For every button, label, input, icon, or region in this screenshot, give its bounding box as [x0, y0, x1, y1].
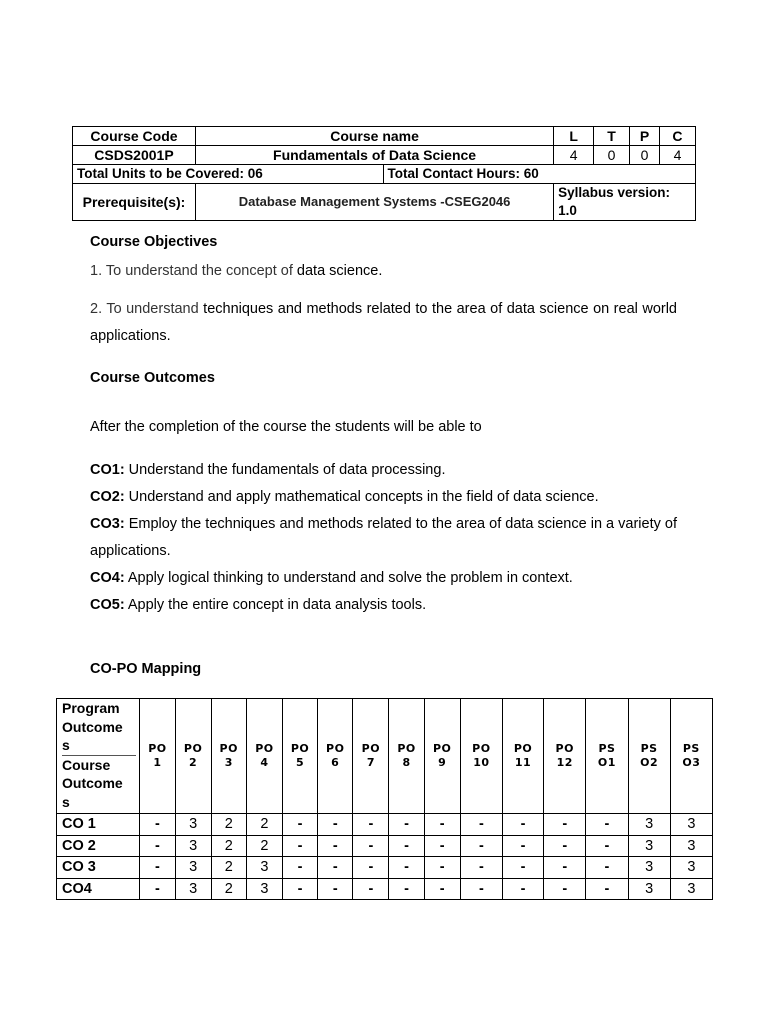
practical-value: 0 — [630, 146, 660, 165]
prerequisite-value: Database Management Systems -CSEG2046 — [195, 184, 553, 221]
mapping-cell: 2 — [211, 878, 246, 900]
course-value-row — [73, 146, 696, 165]
objectives-heading: Course Objectives — [90, 234, 218, 250]
mapping-cell: 2 — [211, 857, 246, 879]
mapping-cell: - — [424, 835, 460, 857]
mapping-row-label: CO 2 — [57, 835, 140, 857]
outcome-label: CO2: — [90, 489, 125, 505]
po-column-header — [246, 699, 282, 814]
po-column-number: 5 — [296, 756, 305, 769]
course-prereq-row — [73, 184, 696, 221]
po-column-number: 12 — [556, 756, 573, 769]
corner-top-suffix: s — [62, 736, 136, 756]
po-column-number: O1 — [597, 756, 616, 769]
course-units-row — [73, 165, 696, 184]
po-column-prefix: PO — [219, 742, 238, 755]
po-column-number: 3 — [224, 756, 233, 769]
corner-top-label: Program Outcome — [62, 700, 123, 735]
po-column-number: 2 — [189, 756, 198, 769]
po-column-number: 1 — [153, 756, 162, 769]
course-info-table — [72, 126, 696, 221]
mapping-cell: - — [460, 857, 502, 879]
course-name-header: Course name — [195, 127, 553, 146]
mapping-cell: 3 — [246, 857, 282, 879]
mapping-cell: - — [140, 878, 175, 900]
total-contact-hours: Total Contact Hours: 60 — [383, 165, 695, 184]
mapping-cell: - — [586, 857, 628, 879]
mapping-corner-cell — [57, 699, 140, 814]
mapping-row — [57, 857, 713, 879]
outcome-text: Understand the fundamentals of data processing. — [124, 462, 446, 478]
course-code-header: Course Code — [73, 127, 196, 146]
mapping-cell: 3 — [175, 835, 211, 857]
tutorial-header: T — [594, 127, 630, 146]
po-column-number: 4 — [260, 756, 269, 769]
po-column-prefix: PO — [255, 742, 274, 755]
po-column-header — [460, 699, 502, 814]
po-column-number: 11 — [514, 756, 532, 769]
mapping-cell: - — [353, 857, 389, 879]
po-column-prefix: PS — [598, 742, 616, 755]
mapping-cell: 3 — [628, 878, 670, 900]
co-po-mapping-table — [56, 698, 713, 900]
mapping-cell: - — [318, 878, 353, 900]
objective-1-prefix: 1. To understand the concept of — [90, 263, 297, 279]
course-header-row — [73, 127, 696, 146]
mapping-cell: 3 — [628, 814, 670, 836]
objective-2 — [90, 296, 677, 350]
outcome-label: CO1: — [90, 462, 125, 478]
mapping-cell: - — [283, 814, 318, 836]
po-column-prefix: PS — [640, 742, 658, 755]
mapping-row — [57, 878, 713, 900]
credits-value: 4 — [659, 146, 695, 165]
mapping-cell: - — [353, 835, 389, 857]
mapping-heading: CO-PO Mapping — [90, 661, 202, 677]
objective-1-rest: data science. — [296, 263, 383, 279]
mapping-cell: 2 — [211, 814, 246, 836]
lecture-header: L — [554, 127, 594, 146]
po-column-number: O2 — [640, 756, 659, 769]
corner-bottom-label: Course Outcome — [62, 756, 123, 791]
mapping-row — [57, 814, 713, 836]
mapping-cell: 2 — [246, 835, 282, 857]
mapping-cell: - — [318, 857, 353, 879]
po-column-prefix: PO — [397, 742, 416, 755]
mapping-cell: 2 — [211, 835, 246, 857]
mapping-cell: - — [283, 835, 318, 857]
po-column-header — [502, 699, 543, 814]
tutorial-value: 0 — [594, 146, 630, 165]
po-column-prefix: PO — [472, 742, 491, 755]
mapping-cell: 3 — [670, 857, 712, 879]
po-column-header — [211, 699, 246, 814]
mapping-cell: - — [424, 814, 460, 836]
outcome-item — [90, 457, 677, 484]
po-column-number: 8 — [402, 756, 411, 769]
total-units: Total Units to be Covered: 06 — [73, 165, 384, 184]
outcome-label: CO4: — [90, 570, 125, 586]
po-column-number: 7 — [366, 756, 375, 769]
outcomes-heading: Course Outcomes — [90, 370, 215, 386]
mapping-row-label: CO4 — [57, 878, 140, 900]
mapping-cell: - — [586, 814, 628, 836]
outcomes-intro: After the completion of the course the students will be able to — [90, 419, 482, 435]
mapping-cell: - — [586, 835, 628, 857]
syllabus-version: Syllabus version: 1.0 — [554, 184, 696, 221]
mapping-cell: - — [283, 878, 318, 900]
po-column-header — [140, 699, 175, 814]
mapping-cell: 3 — [628, 857, 670, 879]
mapping-cell: - — [389, 835, 424, 857]
mapping-cell: 3 — [628, 835, 670, 857]
po-column-number: 9 — [438, 756, 447, 769]
po-column-number: O3 — [682, 756, 701, 769]
po-column-header — [670, 699, 712, 814]
mapping-cell: - — [353, 878, 389, 900]
mapping-cell: 3 — [670, 835, 712, 857]
outcome-text: Apply logical thinking to understand and solve the problem in context. — [124, 570, 573, 586]
outcome-text: Understand and apply mathematical concepts in the field of data science. — [124, 489, 599, 505]
mapping-cell: - — [502, 857, 543, 879]
mapping-cell: - — [544, 878, 586, 900]
po-column-number: 6 — [331, 756, 340, 769]
po-column-header — [389, 699, 424, 814]
mapping-row — [57, 835, 713, 857]
po-column-header — [318, 699, 353, 814]
mapping-cell: - — [353, 814, 389, 836]
outcome-item — [90, 592, 677, 619]
objective-2-rest: techniques and methods related to the area of data science on real world applications. — [90, 301, 677, 344]
po-column-header — [283, 699, 318, 814]
mapping-cell: 3 — [175, 814, 211, 836]
mapping-cell: - — [140, 835, 175, 857]
po-column-header — [175, 699, 211, 814]
mapping-cell: 3 — [175, 857, 211, 879]
mapping-cell: - — [460, 835, 502, 857]
mapping-cell: - — [424, 878, 460, 900]
outcome-item — [90, 565, 677, 592]
po-column-header — [353, 699, 389, 814]
mapping-cell: - — [424, 857, 460, 879]
course-name: Fundamentals of Data Science — [195, 146, 553, 165]
outcomes-list — [90, 457, 677, 619]
objective-2-prefix: 2. To understand — [90, 301, 204, 317]
course-code: CSDS2001P — [73, 146, 196, 165]
mapping-header-row — [57, 699, 713, 814]
mapping-cell: 3 — [670, 878, 712, 900]
outcome-text: Apply the entire concept in data analysis tools. — [124, 597, 427, 613]
mapping-cell: - — [502, 814, 543, 836]
po-column-prefix: PO — [183, 742, 203, 755]
mapping-cell: - — [502, 878, 543, 900]
mapping-row-label: CO 3 — [57, 857, 140, 879]
mapping-cell: - — [544, 857, 586, 879]
outcome-text: Employ the techniques and methods related to the area of data science in a variety of applications. — [90, 516, 677, 559]
po-column-prefix: PO — [148, 742, 167, 755]
mapping-cell: - — [586, 878, 628, 900]
mapping-cell: - — [460, 814, 502, 836]
mapping-row-label: CO 1 — [57, 814, 140, 836]
mapping-cell: - — [389, 878, 424, 900]
mapping-cell: 2 — [246, 814, 282, 836]
mapping-cell: 3 — [246, 878, 282, 900]
po-column-prefix: PO — [290, 742, 310, 755]
outcome-label: CO3: — [90, 516, 125, 532]
po-column-prefix: PO — [432, 742, 452, 755]
po-column-prefix: PS — [682, 742, 700, 755]
prerequisite-label: Prerequisite(s): — [73, 184, 196, 221]
mapping-cell: - — [544, 835, 586, 857]
po-column-prefix: PO — [555, 742, 574, 755]
po-column-header — [544, 699, 586, 814]
mapping-cell: 3 — [175, 878, 211, 900]
mapping-cell: - — [389, 857, 424, 879]
outcome-item — [90, 484, 677, 511]
mapping-cell: - — [544, 814, 586, 836]
objective-1 — [90, 258, 677, 285]
mapping-cell: - — [283, 857, 318, 879]
outcome-item — [90, 511, 677, 565]
corner-bottom-suffix: s — [62, 793, 70, 810]
po-column-header — [586, 699, 628, 814]
credits-header: C — [659, 127, 695, 146]
mapping-cell: 3 — [670, 814, 712, 836]
po-column-prefix: PO — [326, 742, 345, 755]
practical-header: P — [630, 127, 660, 146]
po-column-header — [424, 699, 460, 814]
mapping-cell: - — [460, 878, 502, 900]
po-column-number: 10 — [473, 756, 490, 769]
lecture-value: 4 — [554, 146, 594, 165]
po-column-header — [628, 699, 670, 814]
mapping-cell: - — [140, 857, 175, 879]
outcome-label: CO5: — [90, 597, 125, 613]
po-column-prefix: PO — [513, 742, 533, 755]
mapping-cell: - — [389, 814, 424, 836]
mapping-cell: - — [318, 814, 353, 836]
mapping-cell: - — [140, 814, 175, 836]
mapping-cell: - — [318, 835, 353, 857]
po-column-prefix: PO — [361, 742, 381, 755]
mapping-cell: - — [502, 835, 543, 857]
